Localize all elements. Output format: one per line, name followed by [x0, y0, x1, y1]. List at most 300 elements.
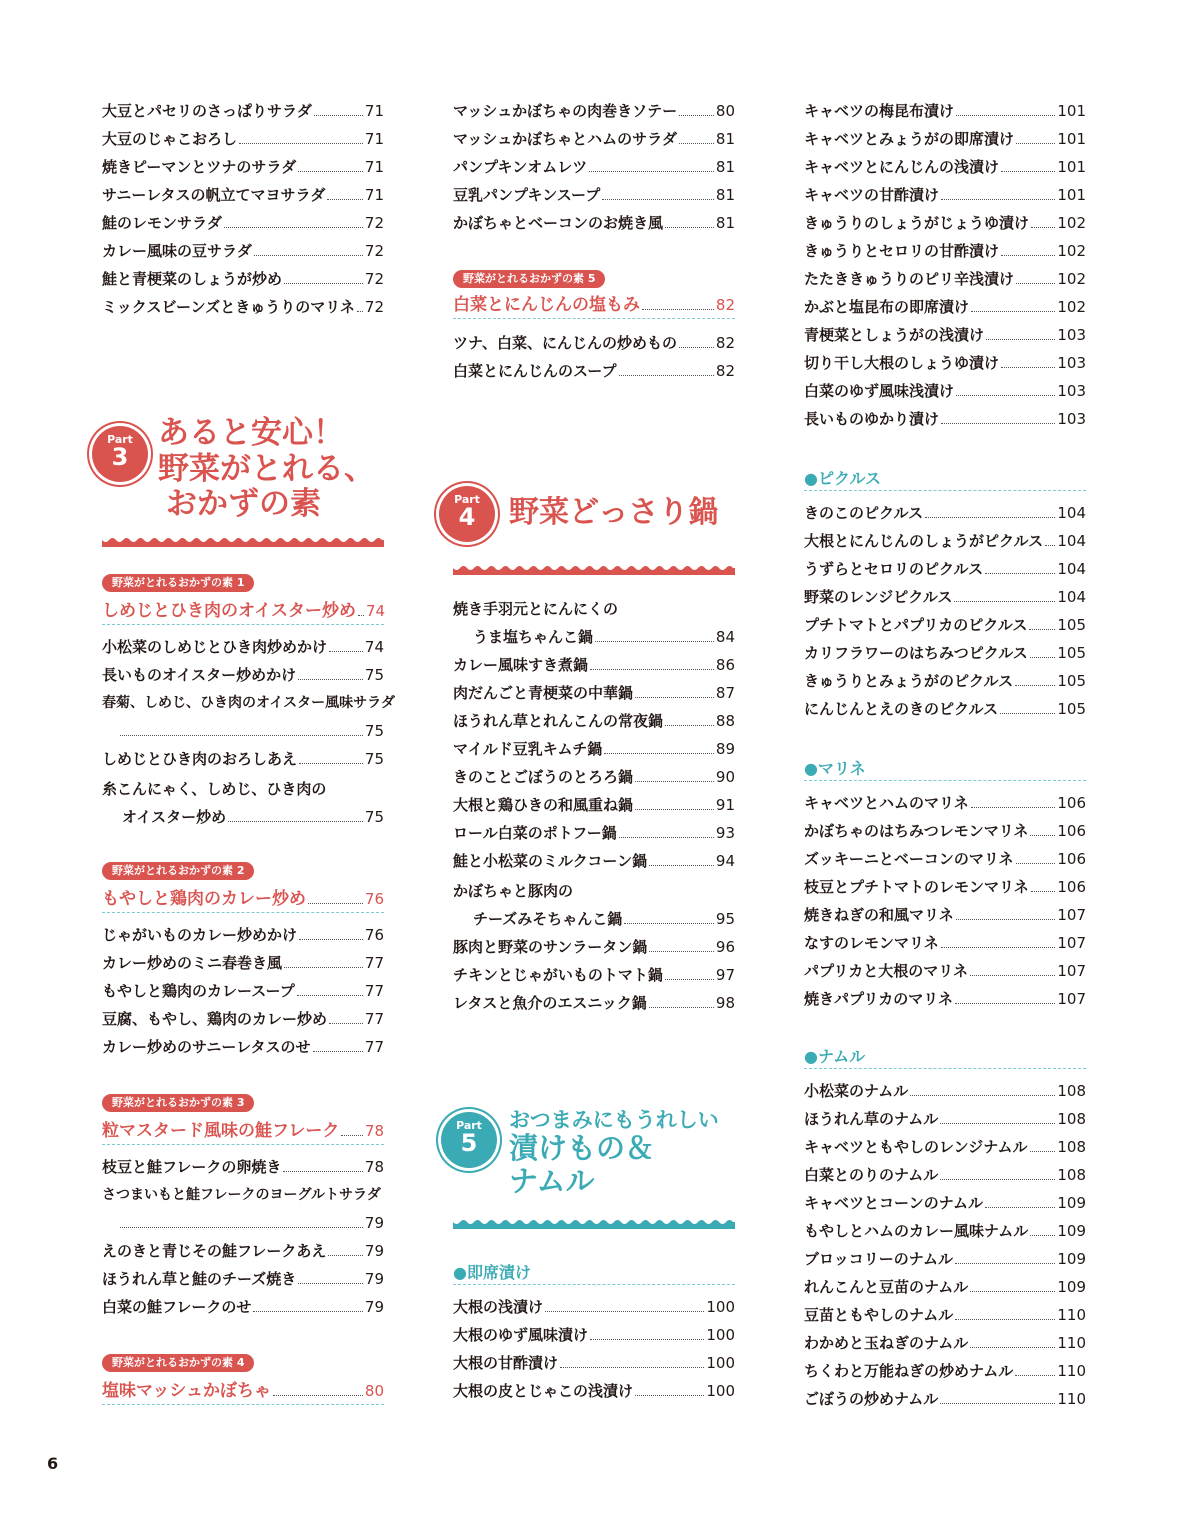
toc-entry[interactable] [804, 1270, 1086, 1296]
part-3-badge [92, 426, 148, 482]
toc-entry[interactable] [453, 1374, 735, 1400]
entry-title: さつまいもと鮭フレークのヨーグルトサラダ [102, 1187, 381, 1203]
entry-page: 102 [1057, 214, 1086, 232]
entry-title: もやしと鶏肉のカレー炒め [102, 889, 306, 909]
section-heading: ●マリネ [804, 759, 866, 778]
toc-entry[interactable] [804, 842, 1086, 868]
group-tag: 野菜がとれるおかずの素 3 [102, 1094, 254, 1112]
entry-page: 71 [364, 102, 384, 120]
entry-page: 94 [715, 852, 735, 870]
leader-dots [228, 821, 363, 822]
divider [804, 1068, 1086, 1069]
leader-dots [1001, 171, 1055, 172]
entry-title: マッシュかぼちゃとハムのサラダ [453, 130, 677, 148]
leader-dots [1001, 367, 1055, 368]
part-label: Part [454, 493, 480, 506]
toc-entry[interactable] [102, 686, 396, 712]
entry-title: 大根の浅漬け [453, 1298, 544, 1316]
toc-entry[interactable] [804, 1242, 1086, 1268]
toc-entry[interactable] [102, 262, 384, 288]
toc-entry[interactable] [453, 94, 735, 120]
leader-dots [679, 347, 714, 348]
toc-entry[interactable] [453, 122, 735, 148]
leader-dots [940, 1403, 1055, 1404]
entry-title: れんこんと豆苗のナムル [804, 1278, 969, 1296]
toc-entry[interactable] [102, 150, 384, 176]
leader-dots [299, 939, 363, 940]
toc-entry[interactable] [102, 974, 384, 1000]
entry-page: 106 [1057, 878, 1086, 896]
entry-title: きゅうりのしょうがじょうゆ漬け [804, 214, 1030, 232]
entry-page: 104 [1057, 504, 1086, 522]
toc-entry[interactable] [804, 290, 1086, 316]
toc-entry[interactable] [804, 402, 1086, 428]
entry-page: 103 [1057, 410, 1086, 428]
toc-entry[interactable] [804, 346, 1086, 372]
toc-entry[interactable] [102, 234, 384, 260]
entry-title: 白菜のゆず風味浅漬け [804, 382, 955, 400]
leader-dots [1045, 545, 1055, 546]
leader-dots [313, 1051, 363, 1052]
leader-dots [327, 199, 363, 200]
entry-title: 大根と鶏ひきの和風重ね鍋 [453, 796, 634, 814]
leader-dots [273, 1395, 363, 1396]
entry-page: 80 [364, 1382, 384, 1400]
entry-title: 粒マスタード風味の鮭フレーク [102, 1121, 340, 1141]
toc-entry[interactable] [804, 1130, 1086, 1156]
divider [102, 624, 384, 625]
toc-entry[interactable] [102, 206, 384, 232]
entry-title: パプリカと大根のマリネ [804, 962, 968, 980]
divider [453, 1284, 735, 1285]
entry-title: ミックスビーンズときゅうりのマリネ [102, 298, 355, 316]
toc-entry[interactable] [804, 926, 1086, 952]
entry-page: 81 [715, 186, 735, 204]
toc-entry[interactable] [804, 664, 1086, 690]
toc-entry[interactable] [102, 178, 384, 204]
divider [102, 1404, 384, 1405]
entry-page: 110 [1057, 1306, 1086, 1324]
toc-entry[interactable] [102, 1178, 384, 1204]
entry-page: 108 [1057, 1166, 1086, 1184]
entry-page: 89 [715, 740, 735, 758]
leader-dots [120, 1227, 363, 1228]
entry-page: 107 [1057, 990, 1086, 1008]
group-tag: 野菜がとれるおかずの素 2 [102, 862, 254, 880]
entry-title: きのこのピクルス [804, 504, 924, 522]
leader-dots [956, 919, 1056, 920]
entry-page: 109 [1057, 1250, 1086, 1268]
entry-page: 81 [715, 214, 735, 232]
toc-entry-continued[interactable] [102, 1206, 384, 1232]
toc-entry[interactable] [453, 816, 735, 842]
leader-dots [665, 979, 714, 980]
toc-entry[interactable] [804, 1074, 1086, 1100]
entry-title: 白菜とにんじんの塩もみ [453, 295, 640, 315]
leader-dots [679, 115, 714, 116]
toc-entry[interactable] [804, 122, 1086, 148]
toc-entry[interactable] [102, 1290, 384, 1316]
entry-title: うま塩ちゃんこ鍋 [473, 628, 594, 646]
leader-dots [940, 1123, 1055, 1124]
leader-dots [955, 1003, 1055, 1004]
leader-dots [1030, 835, 1055, 836]
toc-entry[interactable] [804, 206, 1086, 232]
entry-title: 枝豆とプチトマトのレモンマリネ [804, 878, 1029, 896]
leader-dots [1031, 891, 1056, 892]
entry-title: 白菜とのりのナムル [804, 1166, 939, 1184]
part-label: Part [456, 1119, 482, 1132]
toc-entry[interactable] [453, 874, 735, 900]
entry-page: 100 [706, 1326, 735, 1344]
toc-entry[interactable] [453, 760, 735, 786]
leader-dots [910, 1095, 1055, 1096]
entry-title: 肉だんごと青梗菜の中華鍋 [453, 684, 634, 702]
toc-entry[interactable] [804, 786, 1086, 812]
leader-dots [971, 807, 1056, 808]
toc-entry[interactable] [804, 524, 1086, 550]
leader-dots [635, 1395, 704, 1396]
group-tag: 野菜がとれるおかずの素 4 [102, 1354, 254, 1372]
entry-page: 74 [365, 602, 386, 620]
toc-entry[interactable] [804, 1382, 1086, 1408]
leader-dots [1029, 629, 1055, 630]
entry-title: 大根のゆず風味漬け [453, 1326, 589, 1344]
entry-page: 103 [1057, 326, 1086, 344]
toc-entry[interactable] [102, 1030, 384, 1056]
toc-entry[interactable] [453, 1290, 735, 1316]
entry-title: 焼きピーマンとツナのサラダ [102, 158, 297, 176]
entry-title: なすのレモンマリネ [804, 934, 939, 952]
toc-entry[interactable] [102, 658, 384, 684]
leader-dots [314, 115, 363, 116]
part-3-title [158, 416, 375, 523]
entry-page: 77 [364, 982, 384, 1000]
entry-page: 77 [364, 1038, 384, 1056]
entry-page: 103 [1057, 382, 1086, 400]
entry-page: 86 [715, 656, 735, 674]
entry-page: 87 [715, 684, 735, 702]
leader-dots [955, 1319, 1055, 1320]
toc-entry[interactable] [804, 814, 1086, 840]
entry-title: キャベツとみょうがの即席漬け [804, 130, 1015, 148]
entry-page: 107 [1057, 906, 1086, 924]
toc-entry[interactable] [453, 732, 735, 758]
leader-dots [329, 651, 363, 652]
leader-dots [665, 725, 714, 726]
entry-page: 109 [1057, 1194, 1086, 1212]
entry-page: 110 [1057, 1362, 1086, 1380]
toc-entry[interactable] [804, 234, 1086, 260]
part-5-title-line: おつまみにもうれしい [509, 1108, 719, 1132]
entry-title: 豆苗ともやしのナムル [804, 1306, 954, 1324]
divider [804, 490, 1086, 491]
leader-dots [298, 1283, 363, 1284]
group-heading[interactable] [102, 1114, 384, 1140]
entry-title: 豆腐、もやし、鶏肉のカレー炒め [102, 1010, 328, 1028]
toc-entry[interactable] [804, 692, 1086, 718]
toc-entry[interactable] [102, 772, 384, 798]
toc-entry[interactable] [804, 636, 1086, 662]
leader-dots [254, 255, 363, 256]
part-5-title-line: ナムル [509, 1164, 595, 1199]
entry-title: 焼きパプリカのマリネ [804, 990, 953, 1008]
entry-page: 104 [1057, 588, 1086, 606]
leader-dots [1030, 657, 1056, 658]
entry-page: 109 [1057, 1222, 1086, 1240]
toc-entry[interactable] [102, 94, 384, 120]
group-heading[interactable] [102, 594, 384, 620]
entry-title: パンプキンオムレツ [453, 158, 588, 176]
entry-page: 77 [364, 1010, 384, 1028]
entry-title: 鮭と小松菜のミルクコーン鍋 [453, 852, 648, 870]
entry-title: もやしとハムのカレー風味ナムル [804, 1222, 1029, 1240]
entry-title: ほうれん草のナムル [804, 1110, 939, 1128]
toc-entry[interactable] [804, 150, 1086, 176]
toc-entry[interactable] [453, 676, 735, 702]
entry-page: 100 [706, 1382, 735, 1400]
part-3-title-line: おかずの素 [166, 486, 321, 523]
group-heading[interactable] [102, 882, 384, 908]
group-heading[interactable] [102, 1374, 384, 1400]
leader-dots [298, 679, 363, 680]
entry-page: 80 [715, 102, 735, 120]
leader-dots [649, 865, 714, 866]
leader-dots [624, 923, 714, 924]
entry-title: ほうれん草とれんこんの常夜鍋 [453, 712, 664, 730]
toc-entry[interactable] [804, 318, 1086, 344]
toc-entry[interactable] [453, 206, 735, 232]
toc-entry[interactable] [804, 580, 1086, 606]
part-3-title-line: 野菜がとれる、 [158, 450, 375, 487]
part-3-wave-divider [102, 538, 384, 550]
toc-entry[interactable] [102, 946, 384, 972]
section-heading: ●ナムル [804, 1047, 866, 1066]
toc-entry[interactable] [102, 800, 384, 826]
toc-entry[interactable] [453, 958, 735, 984]
leader-dots [1016, 143, 1055, 144]
entry-page: 101 [1057, 130, 1086, 148]
entry-page: 71 [364, 158, 384, 176]
toc-entry[interactable] [453, 844, 735, 870]
leader-dots [284, 967, 363, 968]
entry-title: キャベツともやしのレンジナムル [804, 1138, 1028, 1156]
toc-entry[interactable] [804, 1158, 1086, 1184]
entry-title: かぼちゃと豚肉の [453, 882, 574, 900]
toc-entry[interactable] [804, 374, 1086, 400]
leader-dots [239, 143, 363, 144]
toc-entry[interactable] [453, 648, 735, 674]
leader-dots [297, 995, 363, 996]
column-2 [453, 0, 735, 1518]
toc-entry[interactable] [102, 918, 384, 944]
entry-title: 長いものゆかり漬け [804, 410, 940, 428]
leader-dots [1016, 283, 1055, 284]
entry-title: キャベツとにんじんの浅漬け [804, 158, 1000, 176]
leader-dots [590, 1339, 704, 1340]
leader-dots [357, 311, 363, 312]
toc-entry[interactable] [453, 592, 735, 618]
toc-entry[interactable] [804, 1354, 1086, 1380]
toc-entry[interactable] [804, 608, 1086, 634]
toc-entry[interactable] [804, 1298, 1086, 1324]
entry-title: キャベツの甘酢漬け [804, 186, 940, 204]
entry-title: キャベツとハムのマリネ [804, 794, 969, 812]
toc-entry[interactable] [804, 262, 1086, 288]
toc-entry[interactable] [102, 1234, 384, 1260]
leader-dots [941, 199, 1055, 200]
leader-dots [986, 339, 1055, 340]
entry-page: 82 [715, 362, 735, 380]
entry-page: 103 [1057, 354, 1086, 372]
entry-page: 82 [715, 334, 735, 352]
entry-page: 72 [364, 214, 384, 232]
entry-title: ズッキーニとベーコンのマリネ [804, 850, 1014, 868]
leader-dots [253, 1311, 363, 1312]
entry-title: 豆乳パンプキンスープ [453, 186, 601, 204]
toc-entry[interactable] [804, 1102, 1086, 1128]
entry-title: カリフラワーのはちみつピクルス [804, 644, 1028, 662]
toc-entry[interactable] [453, 178, 735, 204]
entry-page: 76 [364, 926, 384, 944]
entry-title: きのことごぼうのとろろ鍋 [453, 768, 634, 786]
entry-page: 96 [715, 938, 735, 956]
entry-title: ロール白菜のポトフー鍋 [453, 824, 617, 842]
leader-dots [589, 171, 714, 172]
part-number: 3 [111, 443, 129, 471]
leader-dots [1001, 255, 1055, 256]
entry-page: 105 [1057, 616, 1086, 634]
entry-title: 青梗菜としょうがの浅漬け [804, 326, 985, 344]
entry-title: にんじんとえのきのピクルス [804, 700, 999, 718]
toc-entry[interactable] [102, 630, 384, 656]
toc-entry[interactable] [102, 1002, 384, 1028]
toc-entry[interactable] [453, 930, 735, 956]
toc-entry[interactable] [804, 982, 1086, 1008]
entry-page: 77 [364, 954, 384, 972]
toc-entry[interactable] [453, 986, 735, 1012]
entry-page: 102 [1057, 242, 1086, 260]
leader-dots [635, 809, 714, 810]
part-number: 5 [460, 1129, 478, 1157]
entry-page: 98 [715, 994, 735, 1012]
entry-page: 109 [1057, 1278, 1086, 1296]
entry-page: 91 [715, 796, 735, 814]
divider [804, 780, 1086, 781]
leader-dots [642, 309, 714, 310]
group-heading[interactable] [453, 288, 735, 314]
entry-page: 79 [364, 1214, 384, 1232]
entry-title: 大豆とパセリのさっぱりサラダ [102, 102, 312, 120]
entry-page: 102 [1057, 298, 1086, 316]
leader-dots [635, 781, 714, 782]
leader-dots [224, 227, 363, 228]
entry-page: 105 [1057, 644, 1086, 662]
toc-entry[interactable] [804, 870, 1086, 896]
entry-title: かぼちゃとベーコンのお焼き風 [453, 214, 664, 232]
part-4-wave-divider [453, 566, 735, 578]
leader-dots [941, 947, 1056, 948]
leader-dots [925, 517, 1055, 518]
entry-title: 大根の甘酢漬け [453, 1354, 559, 1372]
entry-page: 104 [1057, 532, 1086, 550]
entry-page: 101 [1057, 186, 1086, 204]
entry-title: マッシュかぼちゃの肉巻きソテー [453, 102, 678, 120]
leader-dots [970, 1291, 1055, 1292]
entry-title: えのきと青じその鮭フレークあえ [102, 1242, 327, 1260]
toc-entry[interactable] [453, 1318, 735, 1344]
toc-entry-continued[interactable] [102, 714, 384, 740]
entry-title: キャベツとコーンのナムル [804, 1194, 983, 1212]
leader-dots [956, 395, 1055, 396]
entry-page: 100 [706, 1298, 735, 1316]
entry-title: カレー風味の豆サラダ [102, 242, 252, 260]
toc-entry[interactable] [453, 150, 735, 176]
entry-title: 焼きねぎの和風マリネ [804, 906, 954, 924]
leader-dots [955, 1263, 1055, 1264]
toc-entry[interactable] [102, 742, 384, 768]
toc-entry[interactable] [102, 1262, 384, 1288]
page-number: 6 [47, 1454, 59, 1473]
entry-page: 110 [1057, 1390, 1086, 1408]
toc-entry[interactable] [804, 496, 1086, 522]
toc-entry[interactable] [804, 94, 1086, 120]
toc-entry[interactable] [453, 788, 735, 814]
toc-entry[interactable] [453, 902, 735, 928]
entry-title: ブロッコリーのナムル [804, 1250, 953, 1268]
entry-title: チーズみそちゃんこ鍋 [473, 910, 623, 928]
entry-page: 106 [1057, 850, 1086, 868]
toc-entry[interactable] [804, 898, 1086, 924]
entry-page: 95 [715, 910, 735, 928]
toc-entry[interactable] [453, 354, 735, 380]
toc-entry[interactable] [102, 122, 384, 148]
leader-dots [665, 227, 714, 228]
leader-dots [328, 1255, 363, 1256]
entry-title: オイスター炒め [122, 808, 227, 826]
leader-dots [1015, 685, 1055, 686]
toc-entry[interactable] [453, 620, 735, 646]
toc-entry[interactable] [453, 704, 735, 730]
toc-entry[interactable] [102, 290, 384, 316]
toc-entry[interactable] [804, 954, 1086, 980]
leader-dots [649, 951, 714, 952]
leader-dots [283, 1171, 363, 1172]
toc-entry[interactable] [804, 1186, 1086, 1212]
entry-page: 93 [715, 824, 735, 842]
toc-entry[interactable] [804, 552, 1086, 578]
entry-title: 焼き手羽元とにんにくの [453, 600, 619, 618]
leader-dots [590, 669, 714, 670]
toc-entry[interactable] [804, 178, 1086, 204]
entry-page: 108 [1057, 1138, 1086, 1156]
toc-entry[interactable] [804, 1326, 1086, 1352]
entry-page: 79 [364, 1298, 384, 1316]
toc-entry[interactable] [453, 1346, 735, 1372]
leader-dots [1030, 1151, 1056, 1152]
entry-page: 105 [1057, 672, 1086, 690]
toc-entry[interactable] [804, 1214, 1086, 1240]
toc-entry[interactable] [453, 326, 735, 352]
leader-dots [985, 573, 1055, 574]
entry-page: 79 [364, 1270, 384, 1288]
entry-title: 大根とにんじんのしょうがピクルス [804, 532, 1044, 550]
leader-dots [619, 837, 714, 838]
entry-page: 110 [1057, 1334, 1086, 1352]
entry-title: じゃがいものカレー炒めかけ [102, 926, 298, 944]
entry-page: 107 [1057, 962, 1086, 980]
toc-entry[interactable] [102, 1150, 384, 1176]
